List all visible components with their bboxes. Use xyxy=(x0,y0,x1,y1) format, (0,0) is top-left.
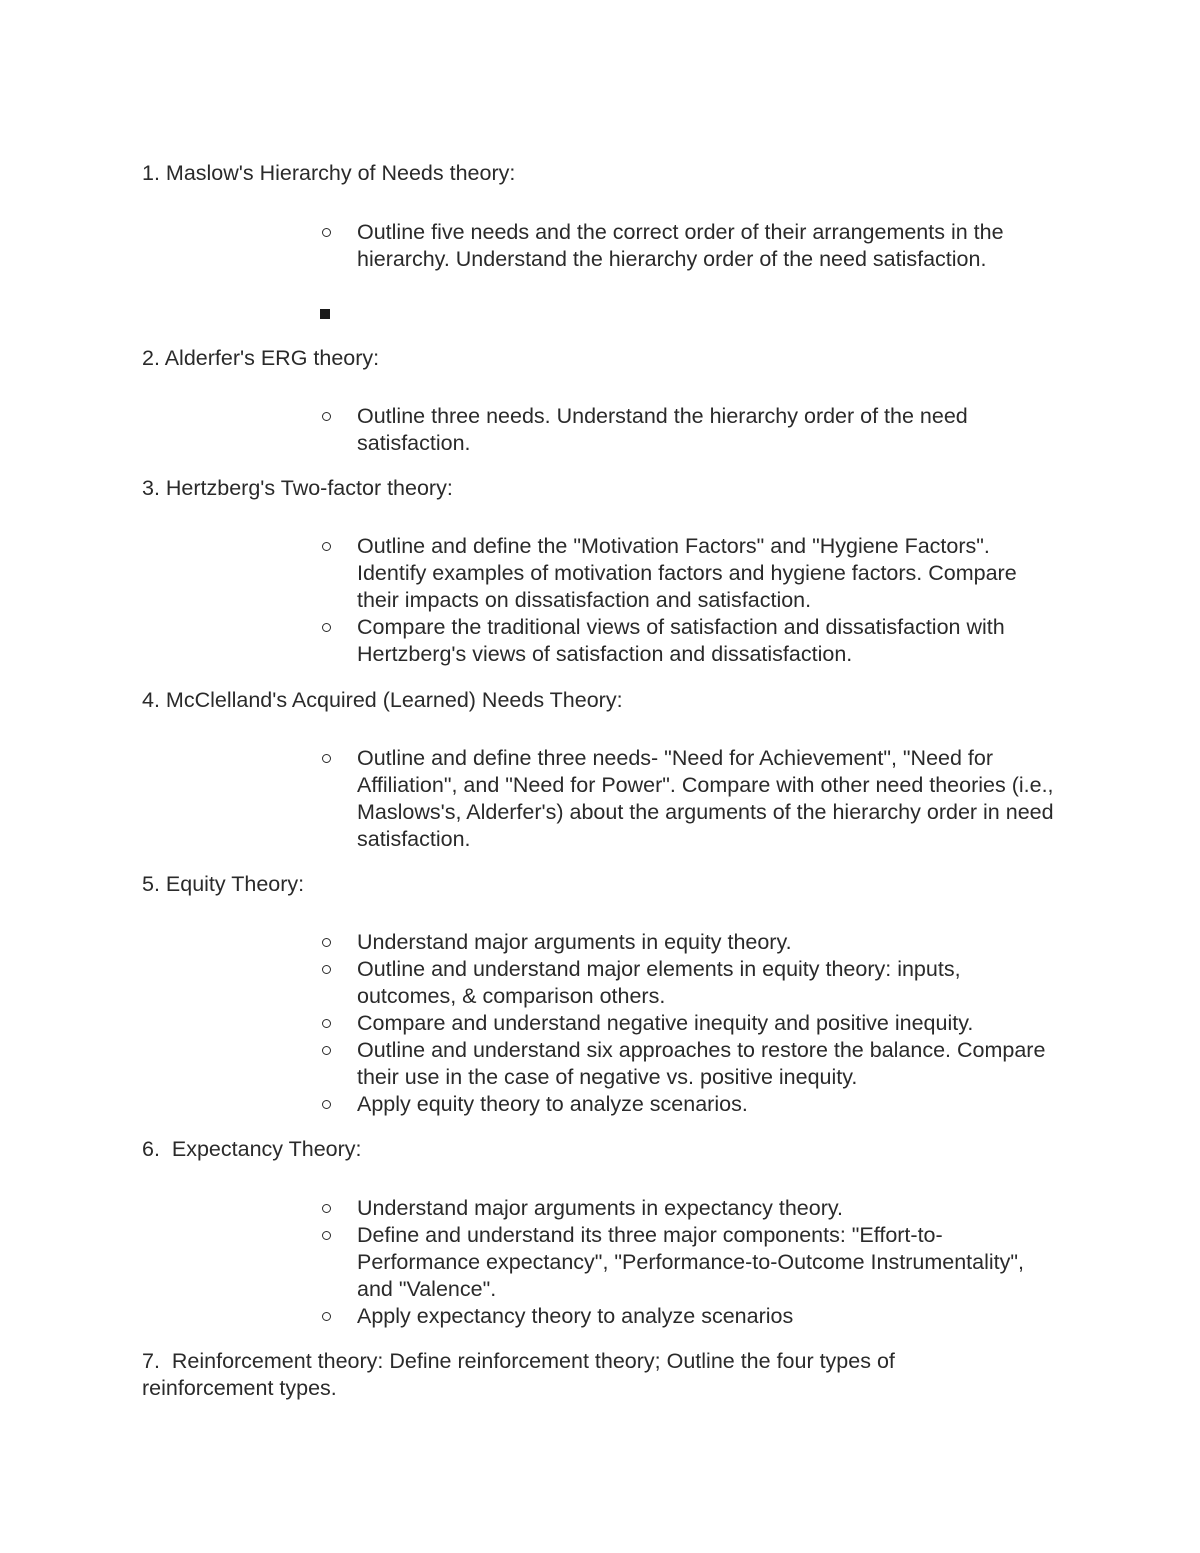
bullet-list xyxy=(320,929,1060,1118)
hollow-circle-bullet-icon xyxy=(322,412,331,421)
hollow-circle-bullet-icon xyxy=(322,965,331,974)
hollow-circle-bullet-icon xyxy=(322,1312,331,1321)
list-item: Compare the traditional views of satisfaction and dissatisfaction with Hertzberg's views of satisfaction and dissatisfaction. xyxy=(320,614,1060,668)
hollow-circle-bullet-icon xyxy=(322,1204,331,1213)
list-item: Understand major arguments in expectancy theory. xyxy=(320,1195,1060,1222)
hollow-circle-bullet-icon xyxy=(322,228,331,237)
list-item: Outline and understand six approaches to restore the balance. Compare their use in the case of negative vs. positive inequity. xyxy=(320,1037,1060,1091)
bullet-list xyxy=(320,1195,1060,1330)
hollow-circle-bullet-icon xyxy=(322,1100,331,1109)
section-heading-reinforcement: 7. Reinforcement theory: Define reinforcement theory; Outline the four types of reinforcement types. xyxy=(142,1349,901,1400)
section-heading-hertzberg: 3. Hertzberg's Two-factor theory: xyxy=(142,476,453,500)
list-item: Define and understand its three major components: "Effort-to-Performance expectancy", "Performance-to-Outcome Instrumentality", and "Valence". xyxy=(320,1222,1060,1303)
square-bullet-icon xyxy=(320,309,330,319)
section-heading-alderfer: 2. Alderfer's ERG theory: xyxy=(142,346,380,370)
section-heading-expectancy: 6. Expectancy Theory: xyxy=(142,1137,362,1161)
list-item: Apply expectancy theory to analyze scenarios xyxy=(320,1303,1060,1330)
hollow-circle-bullet-icon xyxy=(322,623,331,632)
hollow-circle-bullet-icon xyxy=(322,754,331,763)
list-item: Compare and understand negative inequity and positive inequity. xyxy=(320,1010,1060,1037)
bullet-list xyxy=(320,533,1060,668)
hollow-circle-bullet-icon xyxy=(322,938,331,947)
section-heading-mcclelland: 4. McClelland's Acquired (Learned) Needs Theory: xyxy=(142,688,623,712)
list-item: Outline five needs and the correct order of their arrangements in the hierarchy. Understand the hierarchy order of the need satisfaction. xyxy=(320,219,1060,273)
bullet-list xyxy=(320,403,1060,457)
list-item: Outline three needs. Understand the hierarchy order of the need satisfaction. xyxy=(320,403,1060,457)
hollow-circle-bullet-icon xyxy=(322,1019,331,1028)
hollow-circle-bullet-icon xyxy=(322,1231,331,1240)
bullet-list xyxy=(320,219,1060,273)
section-heading-equity: 5. Equity Theory: xyxy=(142,872,305,896)
hollow-circle-bullet-icon xyxy=(322,1046,331,1055)
section-heading-maslow: 1. Maslow's Hierarchy of Needs theory: xyxy=(142,161,516,185)
list-item: Outline and define the "Motivation Factors" and "Hygiene Factors". Identify examples of motivation factors and hygiene factors. Compare their impacts on dissatisfaction and satisfaction. xyxy=(320,533,1060,614)
list-item: Outline and define three needs- "Need for Achievement", "Need for Affiliation", and "Need for Power". Compare with other need theories (i.e., Maslows's, Alderfer's) about the arguments of the hierarchy order in need satisfaction. xyxy=(320,745,1060,853)
bullet-list xyxy=(320,745,1060,853)
list-item: Outline and understand major elements in equity theory: inputs, outcomes, & comparison others. xyxy=(320,956,1060,1010)
list-item: Apply equity theory to analyze scenarios. xyxy=(320,1091,1060,1118)
hollow-circle-bullet-icon xyxy=(322,542,331,551)
list-item: Understand major arguments in equity theory. xyxy=(320,929,1060,956)
